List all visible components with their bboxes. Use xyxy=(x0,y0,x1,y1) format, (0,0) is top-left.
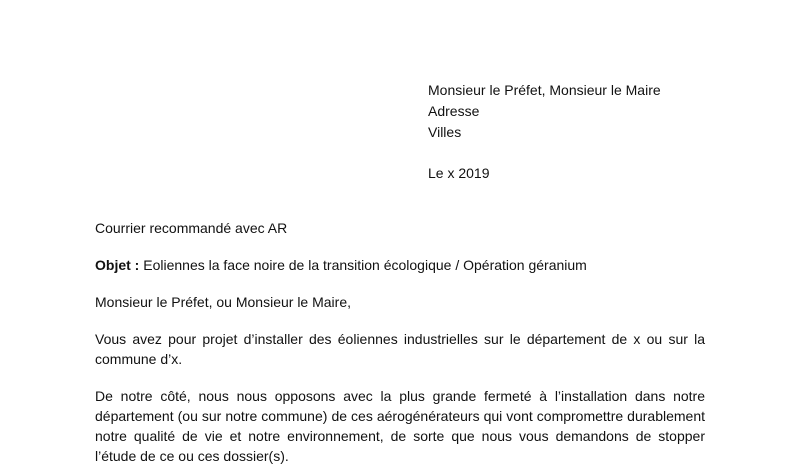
paragraph-1: Vous avez pour projet d’installer des éoliennes industrielles sur le département de x ou sur la commune d’x. xyxy=(95,331,705,367)
salutation: Monsieur le Préfet, ou Monsieur le Maire, xyxy=(95,294,351,310)
subject-text: Eoliennes la face noire de la transition écologique / Opération géranium xyxy=(143,257,587,273)
paragraph-2: De notre côté, nous nous opposons avec la plus grande fermeté à l’installation dans notre département (ou sur notre commune) de ces aérogénérateurs qui vont compromettre durablement notre qualité de vie et notre environnement, de sorte que nous vous demandons de stopper l’étude de ce ou ces dossier(s). xyxy=(95,388,705,464)
sending-mode: Courrier recommandé avec AR xyxy=(95,220,288,236)
recipient-address: Adresse xyxy=(428,103,480,119)
letter-date: Le x 2019 xyxy=(428,165,490,181)
recipient-city: Villes xyxy=(428,124,462,140)
letter-body xyxy=(95,218,705,466)
subject-line xyxy=(95,255,705,275)
recipient-name: Monsieur le Préfet, Monsieur le Maire xyxy=(428,82,661,98)
recipient-block xyxy=(428,80,661,143)
subject-label: Objet : xyxy=(95,257,140,273)
